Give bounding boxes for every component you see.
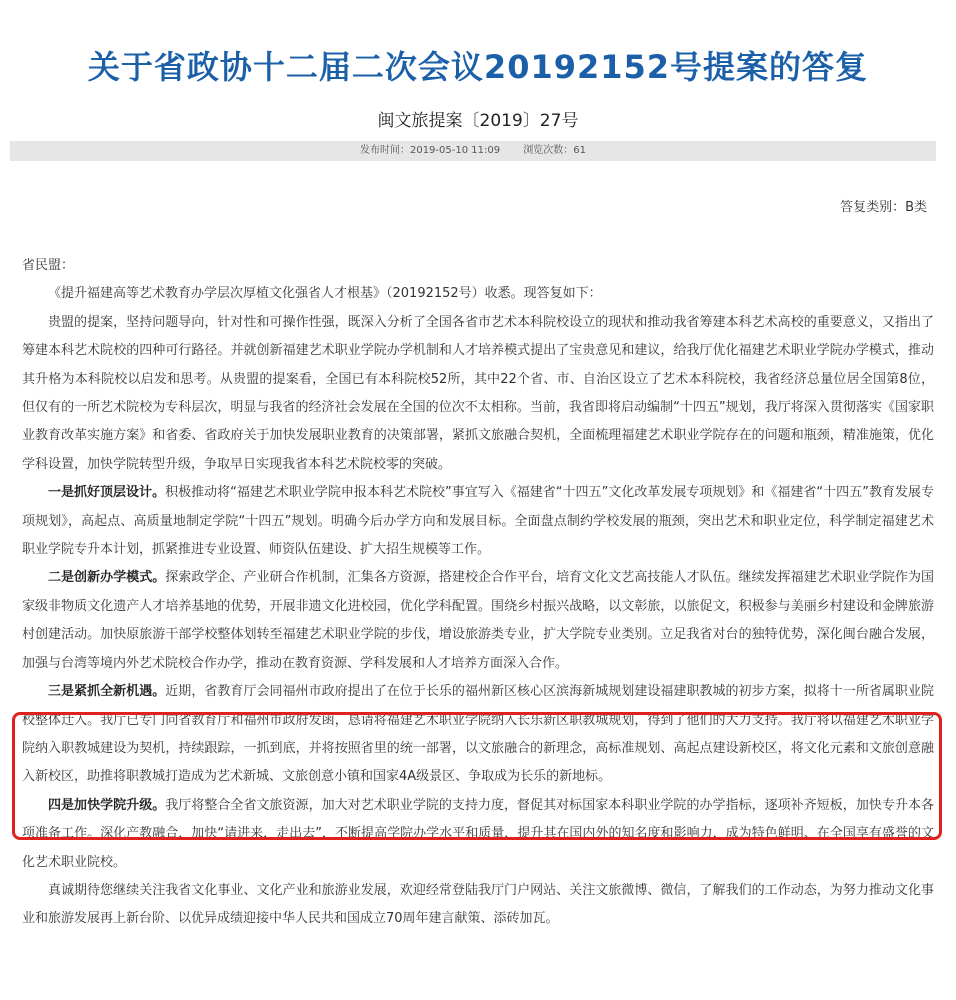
paragraph — [22, 479, 934, 564]
paragraph-text: 积极推动将“福建艺术职业学院申报本科艺术院校”事宜写入《福建省“十四五”文化改革发展专项规划》和《福建省“十四五”教育发展专项规划》，高起点、高质量地制定学院“十四五”规划。明确今后办学方向和发展目标。全面盘点制约学校发展的瓶颈，突出艺术和职业定位，科学制定福建艺术职业学院专升本计划，抓紧推进专业设置、师资队伍建设、扩大招生规模等工作。 — [22, 485, 934, 558]
paragraph-text: 真诚期待您继续关注我省文化事业、文化产业和旅游业发展，欢迎经常登陆我厅门户网站、关注文旅微博、微信，了解我们的工作动态，为努力推动文化事业和旅游发展再上新台阶、以优异成绩迎接中华人民共和国成立70周年建言献策、添砖加瓦。 — [22, 882, 934, 927]
paragraph — [22, 678, 934, 792]
paragraph-lead: 四是加快学院升级。 — [48, 797, 166, 813]
paragraph-lead: 三是紧抓全新机遇。 — [48, 684, 166, 700]
page-title: 关于省政协十二届二次会议20192152号提案的答复 — [87, 48, 869, 86]
paragraph-lead: 二是创新办学模式。 — [48, 570, 166, 586]
paragraph-text: 近期，省教育厅会同福州市政府提出了在位于长乐的福州新区核心区滨海新城规划建设福建职教城的初步方案，拟将十一所省属职业院校整体迁入。我厅已专门向省教育厅和福州市政府发函，恳请将福建艺术职业学院纳入长乐新区职教城规划，得到了他们的大力支持。我厅将以福建艺术职业学院纳入职教城建设为契机，持续跟踪，一抓到底，并将按照省里的统一部署，以文旅融合的新理念，高标准规划、高起点建设新校区，将文化元素和文旅创意融入新校区，助推将职教城打造成为艺术新城、文旅创意小镇和国家4A级景区、争取成为长乐的新地标。 — [22, 684, 934, 785]
reply-category: 答复类别：B类 — [840, 200, 927, 215]
letter-body — [22, 252, 934, 934]
paragraph-lead: 一是抓好顶层设计。 — [48, 485, 166, 501]
meta-bar — [10, 141, 936, 161]
salutation: 省民盟： — [22, 258, 75, 273]
paragraph — [22, 877, 934, 934]
view-count: 浏览次数：61 — [523, 145, 587, 156]
paragraph-text: 我厅将整合全省文旅资源，加大对艺术职业学院的支持力度，督促其对标国家本科职业学院的办学指标，逐项补齐短板，加快专升本各项准备工作。深化产教融合，加快“请进来，走出去”，不断提高学院办学水平和质量，提升其在国内外的知名度和影响力，成为特色鲜明、在全国享有盛誉的文化艺术职业院校。 — [22, 797, 934, 870]
paragraph — [22, 280, 934, 308]
paragraph — [22, 792, 934, 877]
document-number: 闽文旅提案〔2019〕27号 — [377, 111, 579, 131]
paragraph — [22, 309, 934, 479]
publish-time: 发布时间：2019-05-10 11:09 — [359, 145, 501, 156]
paragraph-text: 贵盟的提案，坚持问题导向，针对性和可操作性强，既深入分析了全国各省市艺术本科院校设立的现状和推动我省筹建本科艺术高校的重要意义，又指出了筹建本科艺术院校的四种可行路径。并就创新福建艺术职业学院办学机制和人才培养模式提出了宝贵意见和建议，给我厅优化福建艺术职业学院办学模式，推动其升格为本科院校以启发和思考。从贵盟的提案看，全国已有本科院校52所，其中22个省、市、自治区设立了艺术本科院校，我省经济总量位居全国第8位，但仅有的一所艺术院校为专科层次，明显与我省的经济社会发展在全国的位次不太相称。当前，我省即将启动编制“十四五”规划，我厅将深入贯彻落实《国家职业教育改革实施方案》和省委、省政府关于加快发展职业教育的决策部署，紧抓文旅融合契机，全面梳理福建艺术职业学院存在的问题和瓶颈，精准施策，优化学科设置，加快学院转型升级，争取早日实现我省本科艺术院校零的突破。 — [22, 314, 934, 472]
paragraph-text: 探索政学企、产业研合作机制，汇集各方资源，搭建校企合作平台，培育文化文艺高技能人才队伍。继续发挥福建艺术职业学院作为国家级非物质文化遗产人才培养基地的优势，开展非遗文化进校园，优化学科配置。围绕乡村振兴战略，以文彰旅，以旅促文，积极参与美丽乡村建设和金牌旅游村创建活动。加快原旅游干部学校整体划转至福建艺术职业学院的步伐，增设旅游类专业，扩大学院专业类别。立足我省对台的独特优势，深化闽台融合发展，加强与台湾等境内外艺术院校合作办学，推动在教育资源、学科发展和人才培养方面深入合作。 — [22, 570, 934, 671]
paragraph — [22, 564, 934, 678]
paragraph-text: 《提升福建高等艺术教育办学层次厚植文化强省人才根基》（20192152号）收悉。现答复如下： — [48, 286, 602, 302]
